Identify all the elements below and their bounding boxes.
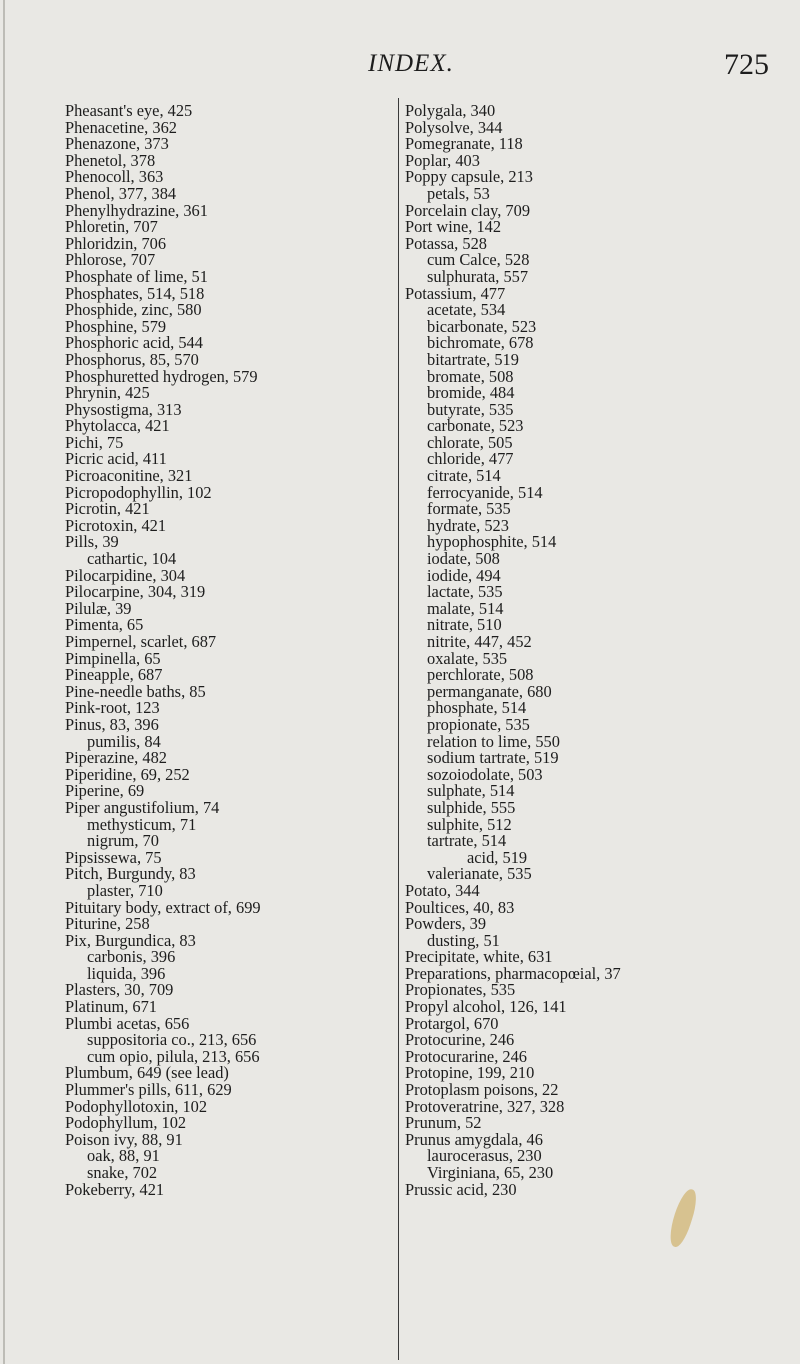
index-subentry: lactate, 535 [427,582,503,602]
index-entry: Plummer's pills, 611, 629 [65,1080,232,1100]
index-entry: Phenol, 377, 384 [65,183,177,203]
index-subentry: nitrite, 447, 452 [427,632,532,651]
index-entry: Porcelain clay, 709 [405,200,531,220]
index-entry: Prussic acid, 230 [405,1179,517,1199]
index-subentry: iodide, 494 [427,565,501,585]
index-subentry: carbonate, 523 [427,416,524,436]
index-entry: Phosphates, 514, 518 [65,283,205,303]
index-entry: Phosphuretted hydrogen, 579 [65,366,258,386]
index-entry: Pinus, 83, 396 [65,714,159,734]
index-entry: Preparations, pharmacopœial, 37 [405,963,621,983]
index-entry: Polysolve, 344 [405,117,503,137]
index-entry: Poultices, 40, 83 [405,897,515,917]
index-entry: Pituitary body, extract of, 699 [65,897,261,917]
index-entry: Platinum, 671 [65,997,157,1017]
index-entry: Prunus amygdala, 46 [405,1129,543,1149]
index-entry: Protopine, 199, 210 [405,1063,535,1083]
index-entry: Pomegranate, 118 [405,134,523,154]
index-column-right [405,103,795,1198]
index-entry: Pitch, Burgundy, 83 [65,864,196,884]
index-subentry: nitrate, 510 [427,615,502,635]
index-entry: Potassa, 528 [405,233,487,253]
index-subentry: sulphate, 514 [427,781,515,801]
index-entry: Pimpinella, 65 [65,648,161,668]
index-entry: Plumbi acetas, 656 [65,1013,190,1033]
index-entry: Phytolacca, 421 [65,416,170,436]
index-entry: Piturine, 258 [65,914,150,934]
index-subentry: formate, 535 [427,499,511,519]
index-entry: Protargol, 670 [405,1013,499,1033]
index-subentry: citrate, 514 [427,466,501,486]
index-entry: Pokeberry, 421 [65,1179,165,1199]
index-subentry: malate, 514 [427,598,504,618]
index-subentry: liquida, 396 [87,963,166,983]
index-entry: Piperazine, 482 [65,748,167,768]
index-entry: Phlorose, 707 [65,250,156,270]
index-entry: Propionates, 535 [405,980,516,1000]
index-subentry: permanganate, 680 [427,681,552,701]
index-entry: Phloretin, 707 [65,217,158,237]
index-subentry: Virginiana, 65, 230 [427,1163,554,1182]
index-entry: Phenocoll, 363 [65,167,164,187]
index-entry: Precipitate, white, 631 [405,947,553,967]
index-subentry: bromate, 508 [427,366,514,386]
index-entry: Prunum, 52 [405,1113,482,1133]
index-subentry: hydrate, 523 [427,515,509,535]
index-entry: Phosphorus, 85, 570 [65,349,199,369]
index-subentry: iodate, 508 [427,549,500,569]
index-entry: Protocurine, 246 [405,1030,515,1050]
index-subentry: sozoiodolate, 503 [427,764,543,784]
index-subentry: cum Calce, 528 [427,250,530,270]
index-entry: Pilocarpine, 304, 319 [65,582,206,602]
index-subentry: cum opio, pilula, 213, 656 [87,1046,260,1066]
index-entry: Poplar, 403 [405,150,480,170]
index-entry: Picrotin, 421 [65,499,150,519]
index-entry: Plasters, 30, 709 [65,980,174,1000]
index-subentry: pumilis, 84 [87,731,161,751]
index-entry: Pink-root, 123 [65,698,160,718]
index-subentry: bitartrate, 519 [427,349,519,369]
index-entry: Podophyllotoxin, 102 [65,1096,208,1116]
index-entry: Poppy capsule, 213 [405,167,533,187]
index-subentry: snake, 702 [87,1163,158,1182]
index-entry: Plumbum, 649 (see lead) [65,1063,229,1083]
index-entry: Pilulæ, 39 [65,598,132,618]
index-entry: Picrotoxin, 421 [65,515,167,535]
index-entry: Piperidine, 69, 252 [65,764,190,784]
index-subentry: chlorate, 505 [427,432,513,452]
index-entry: Pimenta, 65 [65,615,144,635]
index-subentry: dusting, 51 [427,930,500,950]
index-entry: Phosphide, zinc, 580 [65,300,202,320]
index-entry: Pipsissewa, 75 [65,847,162,867]
index-subentry: butyrate, 535 [427,399,514,419]
page-header-title: INDEX. [368,50,454,77]
index-subentry: suppositoria co., 213, 656 [87,1030,257,1050]
index-entry: Potassium, 477 [405,283,506,303]
index-subentry: oxalate, 535 [427,648,508,668]
index-subentry: sulphurata, 557 [427,266,529,286]
column-divider [398,98,399,1360]
index-entry: Phenacetine, 362 [65,117,177,137]
index-subentry: oak, 88, 91 [87,1146,160,1166]
index-entry: Picropodophyllin, 102 [65,482,212,502]
index-subentry: valerianate, 535 [427,864,532,884]
index-subentry: chloride, 477 [427,449,514,469]
index-subentry: relation to lime, 550 [427,731,560,751]
index-entry: Powders, 39 [405,914,487,934]
index-entry: Picroaconitine, 321 [65,466,193,486]
index-entry: Phosphate of lime, 51 [65,266,208,286]
index-entry: Physostigma, 313 [65,399,182,419]
index-entry: Phenazone, 373 [65,134,169,154]
index-entry: Podophyllum, 102 [65,1113,187,1133]
index-entry: Piper angustifolium, 74 [65,797,220,817]
index-subentry: acetate, 534 [427,300,506,320]
index-entry: Pilocarpidine, 304 [65,565,186,585]
index-entry: Phenylhydrazine, 361 [65,200,208,220]
index-entry: Protocurarine, 246 [405,1046,527,1066]
index-subentry: sodium tartrate, 519 [427,748,559,768]
index-subentry: bromide, 484 [427,383,515,403]
index-entry: Pix, Burgundica, 83 [65,930,196,950]
index-entry: Propyl alcohol, 126, 141 [405,997,567,1017]
index-entry: Pimpernel, scarlet, 687 [65,632,217,651]
page-number: 725 [724,48,769,81]
index-entry: Potato, 344 [405,880,480,900]
index-subentry: cathartic, 104 [87,549,177,569]
index-entry: Protoveratrine, 327, 328 [405,1096,565,1116]
index-entry: Poison ivy, 88, 91 [65,1129,183,1149]
index-entry: Phrynin, 425 [65,383,150,403]
index-subentry: tartrate, 514 [427,831,507,851]
index-entry: Pichi, 75 [65,432,124,452]
index-subentry: phosphate, 514 [427,698,527,718]
index-subentry: sulphide, 555 [427,797,516,817]
index-entry: Protoplasm poisons, 22 [405,1080,559,1100]
index-subentry: petals, 53 [427,183,490,203]
index-subentry: carbonis, 396 [87,947,176,967]
index-entry: Port wine, 142 [405,217,502,237]
index-entry: Pills, 39 [65,532,119,552]
index-subentry: ferrocyanide, 514 [427,482,543,502]
index-subentry: bicarbonate, 523 [427,316,537,336]
index-subentry: propionate, 535 [427,714,530,734]
index-entry: Pine-needle baths, 85 [65,681,206,701]
index-entry: Phloridzin, 706 [65,233,167,253]
index-entry: Picric acid, 411 [65,449,167,469]
index-subentry: acid, 519 [467,847,528,867]
index-subentry: plaster, 710 [87,880,163,900]
index-subentry: perchlorate, 508 [427,665,534,685]
index-entry: Phenetol, 378 [65,150,156,170]
index-entry: Pineapple, 687 [65,665,163,685]
index-column-left [65,103,405,1198]
index-entry: Phosphoric acid, 544 [65,333,203,353]
index-subentry: nigrum, 70 [87,831,159,851]
index-entry: Pheasant's eye, 425 [65,101,193,120]
index-subentry: sulphite, 512 [427,814,512,834]
index-subentry: laurocerasus, 230 [427,1146,542,1166]
page-edge-line [3,0,5,1364]
index-entry: Polygala, 340 [405,101,496,120]
index-subentry: bichromate, 678 [427,333,534,353]
index-subentry: methysticum, 71 [87,814,197,834]
index-subentry: hypophosphite, 514 [427,532,557,552]
index-entry: Piperine, 69 [65,781,145,801]
index-entry: Phosphine, 579 [65,316,167,336]
